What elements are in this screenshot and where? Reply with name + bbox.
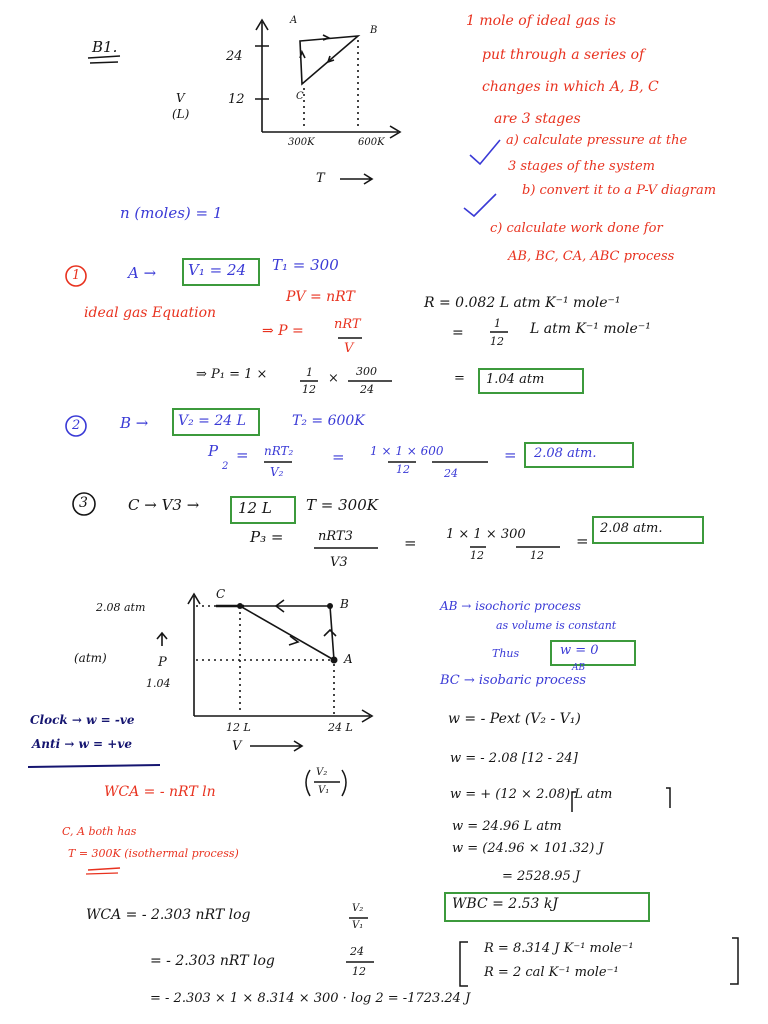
wbc-result: WBC = 2.53 kJ [452, 896, 558, 912]
p1-n1: 1 [306, 366, 313, 379]
pv-tick-24l: 24 L [328, 721, 353, 734]
n-moles: n (moles) = 1 [120, 204, 223, 222]
r-value-si: R = 8.314 J K⁻¹ mole⁻¹ [484, 941, 634, 956]
stage2-lead: B → [120, 414, 149, 432]
r-value-cal: R = 2 cal K⁻¹ mole⁻¹ [484, 965, 619, 980]
graph1-tick-300k: 300K [288, 137, 315, 148]
pv-label-a: A [344, 652, 353, 666]
frac-bars-p3 [314, 547, 560, 548]
graph1-label-a: A [290, 15, 298, 26]
ca-frac-num: V₂ [316, 767, 328, 778]
ca-calc-line3: = - 2.303 × 1 × 8.314 × 300 · log 2 = -1723.24 J [150, 991, 471, 1006]
ab-w: w = 0 [560, 643, 599, 658]
graph1-v-unit: (L) [172, 107, 190, 121]
bc-isobaric: BC → isobaric process [440, 673, 587, 688]
problem-line: changes in which A, B, C [482, 79, 659, 95]
problem-line: are 3 stages [494, 111, 581, 127]
ca-calc-den2: 12 [352, 965, 366, 978]
p3-num: 1 × 1 × 300 [446, 527, 526, 542]
pv-p-uparrow [157, 633, 167, 646]
problem-line: a) calculate pressure at the [506, 133, 688, 148]
t-arrow [340, 174, 372, 184]
p-eq-lead: ⇒ P = [262, 323, 304, 339]
ca-frac-den: V₁ [318, 785, 330, 796]
ca-calc-den1: V₁ [352, 920, 364, 931]
stage1-lead: A → [128, 264, 157, 282]
graph1-label-c: C [296, 91, 304, 102]
p1-d2: 24 [360, 383, 374, 396]
pv-p-label: P [158, 655, 167, 670]
pv-y-bot: 1.04 [146, 677, 171, 690]
p1-lhs: ⇒ P₁ = 1 × [196, 367, 268, 382]
pv-tick-12l: 12 L [226, 721, 251, 734]
stage1-number: 1 [72, 268, 81, 283]
bc-line: = 2528.95 J [502, 869, 581, 884]
r-const-num: 1 [494, 317, 501, 330]
pv-label-c: C [216, 587, 226, 601]
pv-triangle [240, 606, 334, 660]
p2-num: 1 × 1 × 600 [370, 444, 444, 458]
convention-clockwise: Clock → w = -ve [30, 713, 135, 727]
ca-w-lhs: WCA = - nRT ln [104, 784, 216, 800]
p2-p: P [208, 442, 219, 460]
r-const-line1: R = 0.082 L atm K⁻¹ mole⁻¹ [424, 295, 621, 311]
p1-eq: = [454, 371, 465, 386]
convention-anticlockwise: Anti → w = +ve [32, 737, 132, 751]
graph1-tick-24: 24 [226, 49, 243, 64]
problem-line: 3 stages of the system [508, 159, 655, 174]
p3-d1: 12 [470, 549, 484, 562]
ab-isochoric: AB → isochoric process [440, 599, 581, 613]
bc-line: w = - Pext (V₂ - V₁) [448, 711, 581, 727]
pv-arrow-ab [324, 630, 336, 636]
graph1-tick-12: 12 [228, 92, 245, 107]
ab-volume-const: as volume is constant [496, 619, 617, 632]
ca-calc-line2: = - 2.303 nRT log [150, 953, 275, 969]
p2-result: 2.08 atm. [534, 446, 597, 461]
graph1-tick-600k: 600K [358, 137, 385, 148]
b1-underline [88, 56, 120, 63]
stage1-v1: V₁ = 24 [188, 261, 247, 279]
p3-eq: = [404, 534, 417, 552]
problem-line: b) convert it to a P-V diagram [522, 183, 717, 198]
pv-v-label: V [232, 739, 242, 754]
stage2-number: 2 [72, 418, 81, 433]
stage3-lead: C → V3 → [128, 496, 200, 514]
p3-nrt: nRT3 [318, 529, 353, 544]
p3-d2: 12 [530, 549, 544, 562]
ab-thus: Thus [492, 647, 520, 660]
ca-note2: T = 300K (isothermal process) [68, 847, 239, 860]
bc-line: w = + (12 × 2.08) L atm [450, 787, 613, 802]
pv-p-unit: (atm) [74, 651, 107, 665]
p2-eq: = [236, 446, 249, 464]
p1-x: × [328, 371, 339, 386]
problem-line: c) calculate work done for [490, 221, 663, 236]
graph1-dashed-drops [304, 40, 358, 130]
r-const-eq: = [452, 325, 464, 341]
ca-note1: C, A both has [62, 825, 137, 838]
bc-line: w = - 2.08 [12 - 24] [450, 751, 578, 766]
graph1-label-b: B [370, 25, 378, 36]
ab-w-sub: AB [572, 663, 586, 673]
bc-line: w = (24.96 × 101.32) J [452, 841, 604, 856]
p2-d1: 12 [396, 463, 410, 476]
p2-nrt: nRT₂ [264, 444, 294, 458]
stage2-v2: V₂ = 24 L [178, 413, 246, 429]
stage1-t1: T₁ = 300 [272, 256, 339, 274]
bc-line: w = 24.96 L atm [452, 819, 562, 834]
pv-y-top: 2.08 atm [96, 601, 146, 614]
p2-v: V₂ [270, 465, 284, 479]
p3-eq2: = [576, 532, 589, 550]
pv-v-arrow [250, 741, 302, 751]
p3-p: P₃ = [250, 528, 284, 546]
ca-calc-num2: 24 [350, 945, 364, 958]
pv-label-b: B [340, 597, 349, 611]
stage3-t3: T = 300K [306, 496, 378, 514]
r-const-line2: L atm K⁻¹ mole⁻¹ [530, 321, 651, 337]
p-eq-v: V [344, 341, 354, 356]
graph1-t-label: T [316, 171, 325, 186]
p1-result: 1.04 atm [486, 372, 545, 387]
ideal-gas-label: ideal gas Equation [84, 305, 217, 321]
problem-line: AB, BC, CA, ABC process [508, 249, 675, 264]
pv-dashed-lines [196, 606, 334, 714]
p1-d1: 12 [302, 383, 316, 396]
problem-line: put through a series of [482, 47, 645, 63]
ca-calc-num1: V₂ [352, 903, 364, 914]
p2-sub: 2 [222, 461, 229, 472]
r-const-den: 12 [490, 335, 504, 348]
p3-result: 2.08 atm. [600, 521, 663, 536]
p-eq-nrt: nRT [334, 317, 361, 332]
ca-calc-line1: WCA = - 2.303 nRT log [86, 907, 251, 923]
p2-eq3: = [504, 446, 517, 464]
graph1-v-label: V [176, 91, 185, 105]
stage3-v3: 12 L [238, 499, 272, 517]
p2-eq2: = [332, 448, 345, 466]
stage2-t2: T₂ = 600K [292, 413, 365, 429]
p2-d2: 24 [444, 467, 458, 480]
question-label: B1. [92, 38, 118, 56]
p1-n2: 300 [356, 365, 377, 378]
problem-line: 1 mole of ideal gas is [466, 13, 616, 29]
stage3-number: 3 [79, 495, 88, 511]
p3-v: V3 [330, 555, 348, 570]
ideal-gas-eq: PV = nRT [286, 289, 355, 305]
